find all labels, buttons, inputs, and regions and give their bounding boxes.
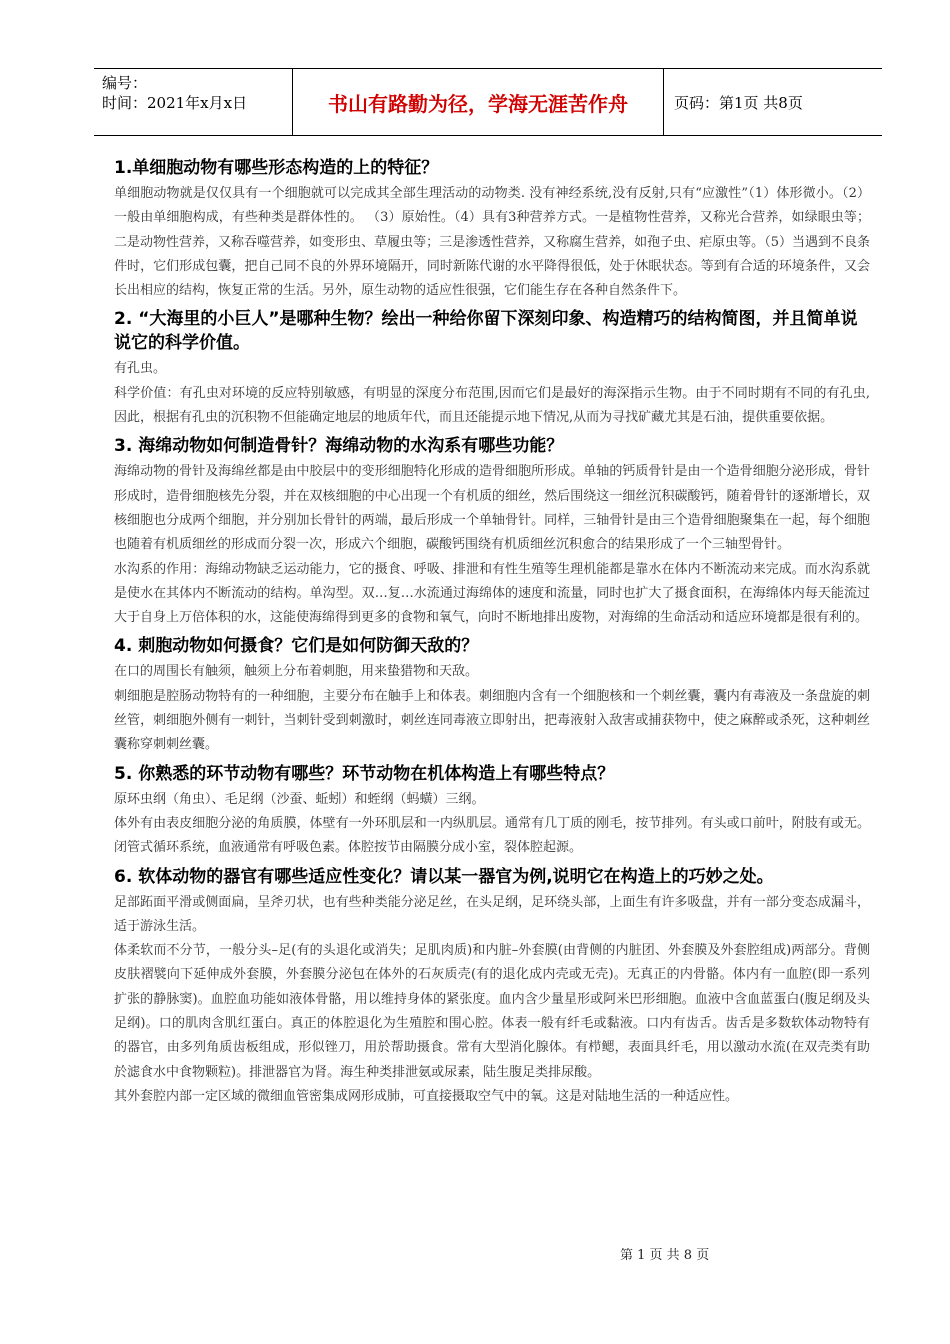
section-4-paragraph: 刺细胞是腔肠动物特有的一种细胞，主要分布在触手上和体表。刺细胞内含有一个细胞核和一个刺丝囊，囊内有毒液及一条盘旋的刺丝管，刺细胞外侧有一刺针，当刺针受到刺激时，刺丝连同毒液立即射出，把毒液射入敌害或捕获物中，使之麻醉或杀死，这种刺丝囊称穿刺刺丝囊。	[114, 688, 870, 753]
section-1-paragraph: 单细胞动物就是仅仅具有一个细胞就可以完成其全部生理活动的动物类. 没有神经系统,没有反射,只有“应激性”（1）体形微小。（2）一般由单细胞构成，有些种类是群体性的。 （3）原始性。（4）具有3种营养方式。一是植物性营养，又称光合营养，如绿眼虫等；二是动物性营养，又称吞噬营养，如变形虫、草履虫等；三是渗透性营养，又称腐生营养，如孢子虫、疟原虫等。（5）当遇到不良条件时，它们形成包囊，把自己同不良的外界环境隔开，同时新陈代谢的水平降得很低，处于休眠状态。等到有合适的环境条件，又会长出相应的结构，恢复正常的生活。另外，原生动物的适应性很强，它们能生存在各种自然条件下。	[114, 186, 870, 299]
document-body	[114, 152, 870, 1109]
section-2-title: 2. “大海里的小巨人”是哪种生物？绘出一种给你留下深刻印象、构造精巧的结构简图，并且简单说说它的科学价值。	[114, 309, 858, 354]
section-4-paragraph: 在口的周围长有触须，触须上分布着刺胞，用来蛰猎物和天敌。	[114, 664, 479, 680]
section-6-paragraph: 足部跖面平滑或侧面扁，呈斧刃状，也有些种类能分泌足丝，在头足纲，足环绕头部，上面生有许多吸盘，并有一部分变态成漏斗，适于游泳生活。	[114, 894, 870, 934]
header-info-cell	[94, 69, 292, 135]
section-4-title: 4. 刺胞动物如何摄食？它们是如何防御天敌的？	[114, 636, 479, 657]
header-motto: 书山有路勤为径，学海无涯苦作舟	[292, 69, 664, 135]
section-2-paragraph: 科学价值：有孔虫对环境的反应特别敏感，有明显的深度分布范围,因而它们是最好的海深指示生物。由于不同时期有不同的有孔虫,因此，根据有孔虫的沉积物不但能确定地层的地质年代，而且还能提示地下情况,从而为寻找矿藏尤其是石油，提供重要依据。	[114, 385, 870, 426]
section-3-paragraph: 水沟系的作用：海绵动物缺乏运动能力，它的摄食、呼吸、排泄和有性生殖等生理机能都是靠水在体内不断流动来完成。而水沟系就是使水在其体内不断流动的结构。单沟型。双…复…水流通过海绵体的速度和流量，同时也扩大了摄食面积，在海绵体内每天能流过大于自身上万倍体积的水，这能使海绵得到更多的食物和氧气，向时不断地排出废物，对海绵的生命活动和适应环境都是很有利的。	[114, 561, 870, 626]
section-3-title: 3. 海绵动物如何制造骨针？海绵动物的水沟系有哪些功能？	[114, 436, 564, 457]
section-6-paragraph: 其外套腔内部一定区域的微细血管密集成网形成肺，可直接摄取空气中的氧。这是对陆地生活的一种适应性。	[114, 1088, 739, 1104]
section-1-title: 1.单细胞动物有哪些形态构造的上的特征？	[114, 158, 439, 178]
section-5-paragraph: 原环虫纲（角虫）、毛足纲（沙蚕、蚯蚓）和蛭纲（蚂蟥）三纲。	[114, 791, 485, 807]
page-header	[94, 68, 882, 136]
section-6-paragraph: 体柔软而不分节，一般分头–足(有的头退化或消失；足肌肉质)和内脏–外套膜(由背侧的内脏团、外套膜及外套腔组成)两部分。背侧皮肤褶襞向下延伸成外套膜，外套膜分泌包在体外的石灰质壳(有的退化成内壳或无壳)。无真正的内骨骼。体内有一血腔(即一系列扩张的静脉窦)。血腔血功能如液体骨骼，用以维持身体的紧张度。血内含少量星形或阿米巴形细胞。血液中含血蓝蛋白(腹足纲及头足纲)。口的肌肉含肌红蛋白。真正的体腔退化为生殖腔和围心腔。体表一般有纤毛或黏液。口内有齿舌。齿舌是多数软体动物特有的器官，由多列角质齿板组成，形似锉刀，用於帮助摄食。常有大型消化腺体。有栉鳃，表面具纤毛，用以激动水流(在双壳类有助於滤食水中食物颗粒)。排泄器官为肾。海生种类排泄氨或尿素，陆生腹足类排尿酸。	[114, 943, 870, 1080]
page-footer: 第 1 页 共 8 页	[620, 1248, 710, 1263]
section-5-paragraph: 体外有由表皮细胞分泌的角质膜，体壁有一外环肌层和一内纵肌层。通常有几丁质的刚毛，按节排列。有头或口前叶，附肢有或无。闭管式循环系统，血液通常有呼吸色素。体腔按节由隔膜分成小室，裂体腔起源。	[114, 815, 870, 856]
section-5-title: 5. 你熟悉的环节动物有哪些？环节动物在机体构造上有哪些特点？	[114, 763, 615, 784]
section-6-title: 6. 软体动物的器官有哪些适应性变化？请以某一器官为例,说明它在构造上的巧妙之处。	[114, 866, 774, 887]
header-page-label: 页码：第1页 共8页	[674, 93, 803, 112]
section-3-paragraph: 海绵动物的骨针及海绵丝都是由中胶层中的变形细胞特化形成的造骨细胞所形成。单轴的钙质骨针是由一个造骨细胞分泌形成，骨针形成时，造骨细胞核先分裂，并在双核细胞的中心出现一个有机质的细丝，然后围绕这一细丝沉积碳酸钙，随着骨针的逐渐增长，双核细胞也分成两个细胞，并分别加长骨针的两端，最后形成一个单轴骨针。同样，三轴骨针是由三个造骨细胞聚集在一起，每个细胞也随着有机质细丝的形成而分裂一次，形成六个细胞，碳酸钙围绕有机质细丝沉积愈合的结果形成了一个三轴型骨针。	[114, 464, 870, 553]
document-number-label: 编号：	[102, 74, 148, 92]
section-2-paragraph: 有孔虫。	[114, 361, 167, 377]
document-time-label: 时间：2021年x月x日	[102, 94, 248, 112]
